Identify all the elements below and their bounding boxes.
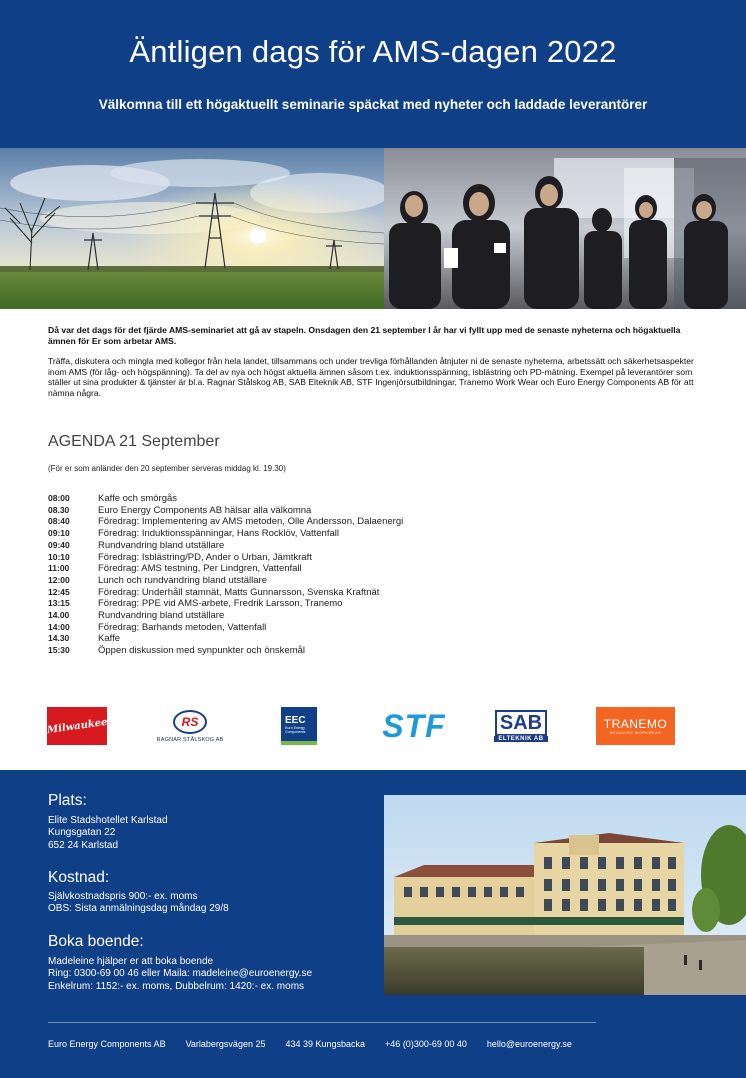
contact-line (48, 1039, 592, 1049)
power-lines-photo (0, 148, 384, 309)
boende-details (48, 956, 312, 993)
agenda-time: 14.00 (48, 610, 70, 621)
sponsor-logos (0, 702, 746, 752)
kostnad-line: OBS: Sista anmälningsdag måndag 29/8 (48, 903, 229, 915)
agenda-item (48, 645, 403, 657)
milwaukee-logo (47, 707, 107, 745)
agenda-note: (För er som anländer den 20 september serveras middag kl. 19.30) (48, 464, 286, 473)
agenda-text: Rundvandring bland utställare (98, 539, 225, 551)
sab-logo-text: SAB (495, 710, 547, 736)
sab-elteknik-logo (492, 707, 550, 745)
agenda-item (48, 516, 403, 528)
seminar-crowd-image (384, 148, 746, 309)
agenda-time: 14:00 (48, 621, 70, 632)
agenda-time: 08:40 (48, 516, 70, 527)
agenda-time: 14.30 (48, 633, 70, 644)
agenda-text: Lunch och rundvandring bland utställare (98, 574, 268, 586)
agenda-time: 09:40 (48, 539, 70, 550)
agenda-text: Föredrag: Implementering av AMS metoden, Olle Andersson, Dalaenergi (98, 516, 404, 528)
plats-line: Elite Stadshotellet Karlstad (48, 815, 168, 826)
venue-footer (0, 770, 746, 1078)
agenda-time: 10:10 (48, 551, 70, 562)
agenda-list (48, 493, 403, 657)
kostnad-details (48, 891, 229, 916)
eec-logo (281, 707, 317, 745)
agenda-text: Föredrag: Underhåll stamnät, Matts Gunnarsson, Svenska Kraftnät (98, 586, 380, 598)
agenda-text: Öppen diskussion med synpunkter och önskemål (98, 645, 306, 657)
agenda-time: 12:45 (48, 586, 70, 597)
agenda-time: 15:30 (48, 645, 70, 656)
agenda-title: AGENDA 21 September (48, 433, 220, 450)
agenda-item (48, 633, 403, 645)
ragnar-stalskog-mark: RS (173, 710, 207, 734)
agenda-item (48, 563, 403, 575)
milwaukee-logo-text: Milwaukee (46, 716, 108, 736)
ragnar-stalskog-text: RAGNAR STÅLSKOG AB (156, 736, 224, 743)
kostnad-line: Självkostnadspris 900:- ex. moms (48, 891, 198, 902)
agenda-item (48, 540, 403, 552)
agenda-text: Föredrag: Isblästring/PD, Ander o Urban, Jämtkraft (98, 551, 312, 563)
intro-lead: Då var det dags för det fjärde AMS-seminariet att gå av stapeln. Onsdagen den 21 september I år har vi fyllt upp med de senaste nyheterna och högaktuella ämnen för Er som arbetar AMS. (48, 325, 681, 346)
agenda-item (48, 598, 403, 610)
agenda-time: 12:00 (48, 574, 70, 585)
power-lines-image (0, 148, 384, 309)
agenda-item (48, 528, 403, 540)
agenda-time: 08:00 (48, 493, 70, 503)
agenda-text: Rundvandring bland utställare (98, 610, 225, 622)
agenda-text: Euro Energy Components AB hälsar alla välkomna (98, 504, 312, 516)
footer-postal: 434 39 Kungsbacka (285, 1039, 366, 1049)
footer-email[interactable]: hello@euroenergy.se (486, 1039, 572, 1049)
footer-divider (48, 1022, 596, 1023)
boende-title: Boka boende: (48, 933, 144, 950)
agenda-text: Föredrag: AMS testning, Per Lindgren, Vattenfall (98, 563, 302, 575)
eec-logo-subtext: Euro Energy Components (285, 725, 306, 734)
plats-line: Kungsgatan 22 (48, 827, 116, 839)
footer-phone: +46 (0)300-69 00 40 (385, 1039, 467, 1049)
agenda-time: 09:10 (48, 528, 70, 539)
agenda-item (48, 622, 403, 634)
agenda-time: 11:00 (48, 563, 70, 574)
plats-title: Plats: (48, 792, 87, 809)
agenda-text: Kaffe (98, 633, 121, 645)
stf-logo-text: STF (382, 707, 446, 744)
intro-body: Träffa, diskutera och mingla med kollegor från hela landet, tillsammans och under trevliga förhållanden åtnjuter ni de senaste nyheterna, arbetssätt och säkerhetsaspekter inom AMS (för låg- och högspänning). Ta del av nya och högst aktuella ämnen såsom t.ex. induktionsspänning, isblästring och PD-mätning. Exempel på leverantörer som ställer ut sina produkter & tjänster är bl.a. Ragnar Stålskog AB, SAB Elteknik AB, STF Ingenjörsutbildningar, Tranemo Work Wear och Euro Energy Components AB för att nämna några. (48, 356, 694, 398)
photo-strip (0, 148, 746, 309)
stf-logo (368, 707, 460, 745)
kostnad-title: Kostnad: (48, 869, 110, 886)
header-banner (0, 0, 746, 148)
agenda-item (48, 505, 403, 517)
seminar-crowd-photo (384, 148, 746, 309)
sab-logo-subtext: ELTEKNIK AB (494, 736, 548, 742)
tranemo-logo (596, 707, 675, 745)
intro-text (48, 325, 698, 408)
tranemo-logo-subtext: ADVANCED WORKWEAR (609, 731, 662, 735)
agenda-time: 08.30 (48, 504, 70, 515)
agenda-item (48, 575, 403, 587)
hotel-photo (384, 795, 746, 995)
boende-line: Madeleine hjälper er att boka boende (48, 956, 214, 967)
hotel-image (384, 795, 746, 995)
agenda-text: Föredrag: PPE vid AMS-arbete, Fredrik Larsson, Tranemo (98, 598, 343, 610)
agenda-text: Kaffe och smörgås (98, 493, 178, 504)
agenda-text: Föredrag: Induktionsspänningar, Hans Rocklöv, Vattenfall (98, 528, 339, 540)
boende-line: Enkelrum: 1152:- ex. moms, Dubbelrum: 1420:- ex. moms (48, 980, 305, 992)
footer-company: Euro Energy Components AB (48, 1039, 166, 1049)
footer-street: Varlabergsvägen 25 (185, 1039, 266, 1049)
plats-line: 652 24 Karlstad (48, 839, 119, 851)
agenda-item (48, 587, 403, 599)
boende-line: Ring: 0300-69 00 46 eller Maila: madeleine@euroenergy.se (48, 968, 313, 980)
ragnar-stalskog-logo (150, 707, 230, 745)
page-subtitle: Välkomna till ett högaktuellt seminarie späckat med nyheter och laddade leverantörer (98, 97, 648, 112)
agenda-item (48, 552, 403, 564)
eec-logo-text: EEC (285, 714, 306, 726)
agenda-item (48, 610, 403, 622)
agenda-item (48, 493, 403, 505)
plats-details (48, 815, 168, 852)
agenda-time: 13:15 (48, 598, 70, 609)
agenda-text: Föredrag: Barhands metoden, Vattenfall (98, 621, 267, 633)
page-title: Äntligen dags för AMS-dagen 2022 (129, 34, 617, 69)
tranemo-logo-text: TRANEMO (603, 717, 668, 731)
